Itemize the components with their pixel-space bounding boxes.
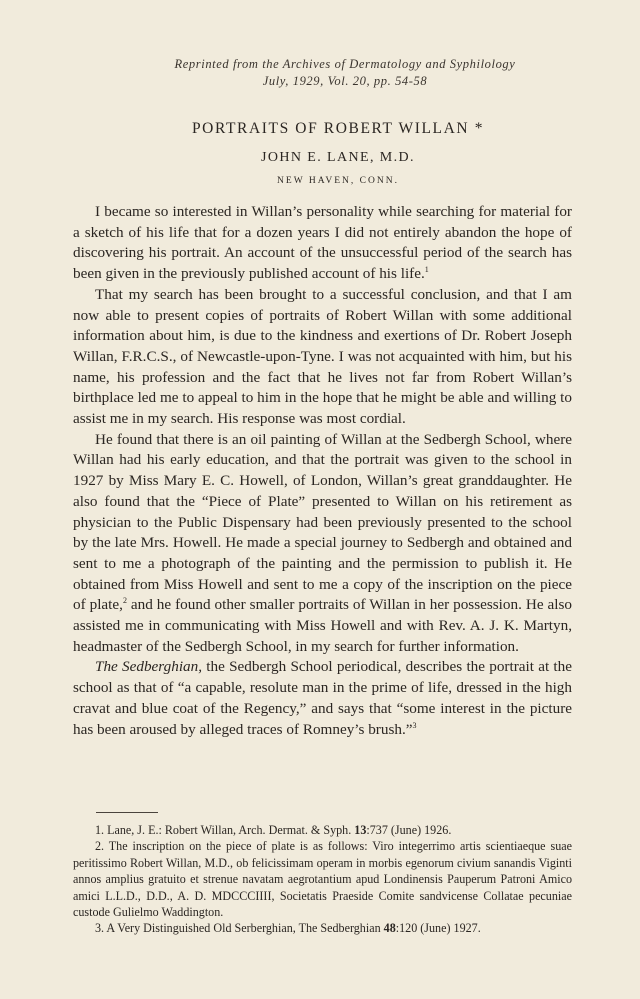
article-author: JOHN E. LANE, M.D. <box>261 150 415 165</box>
paragraph-2 <box>73 285 572 430</box>
footnotes <box>73 822 572 937</box>
footnote-2-text: 2. The inscription on the piece of plate is as follows: Viro integerrimo artis scientiaeque suae peritissimo Robert Willan, M.D., ob felicissimam operam in morbis egenorum civium sanandis Viginti annos amplius gratuito et strenue navatam aegrotantium apud Londinensis Pauperum Patroni Amico amici L.L.D., D.D., A. D. MDCCCIIII, Societatis Praeside Comite sandvicense Collatae pecuniae custode Gulielmo Waddington. <box>73 839 572 920</box>
article-body <box>73 202 572 740</box>
footnote-3-text: 3. A Very Distinguished Old Serberghian, The Sedberghian <box>95 921 384 936</box>
footnote-1-pages: :737 (June) 1926. <box>366 823 452 837</box>
footnote-ref-2: 2 <box>122 596 127 606</box>
footnote-divider <box>96 812 158 813</box>
reprint-source-line: Reprinted from the Archives of Dermatology and Syphilology <box>174 57 516 71</box>
footnote-3-pages: :120 (June) 1927. <box>395 921 481 936</box>
footnote-ref-1: 1 <box>424 265 429 275</box>
paragraph-2-text: That my search has been brought to a successful conclusion, and that I am now able to present copies of portraits of Robert Willan with some additional information about him, is due to the kindness and exertions of Dr. Robert Joseph Willan, F.R.C.S., of Newcastle-upon-Tyne. I was not acquainted with him, but his name, his profession and the fact that he lives not far from Robert Willan’s birthplace led me to appeal to him in the hope that he might be able and willing to assist me in my search. His response was most cordial. <box>73 285 572 428</box>
paragraph-4-text: the Sedbergh School periodical, describes the portrait at the school as that of “a capable, resolute man in the prime of life, dressed in the high cravat and blue coat of the Regency,” and says that “some interest in the picture has been aroused by alleged traces of Romney’s brush.” <box>73 658 572 738</box>
article-title: PORTRAITS OF ROBERT WILLAN * <box>191 120 485 137</box>
paragraph-1-text: I became so interested in Willan’s personality while searching for material for a sketch of his life that for a dozen years I did not entirely abandon the hope of discovering his portrait. An account of the unsuccessful period of the search has been given in the previously published account of his life. <box>73 203 572 283</box>
paragraph-3-text-b: and he found other smaller portraits of Willan in her possession. He also assisted me in communicating with Miss Howell and with Rev. A. J. K. Martyn, headmaster of the Sedbergh School, in my search for further information. <box>73 596 572 655</box>
reprint-citation-line: July, 1929, Vol. 20, pp. 54-58 <box>262 74 428 88</box>
paragraph-3 <box>73 430 572 658</box>
paragraph-1 <box>73 202 572 285</box>
footnote-3-volume: 48 <box>383 921 396 936</box>
author-location: NEW HAVEN, CONN. <box>277 176 399 186</box>
footnote-2 <box>73 838 572 920</box>
footnote-ref-3: 3 <box>412 720 417 730</box>
footnote-1-text: 1. Lane, J. E.: Robert Willan, Arch. Dermat. & Syph. <box>95 823 355 837</box>
paragraph-3-text-a: He found that there is an oil painting of Willan at the Sedbergh School, where Willan had his early education, and that the portrait was given to the school in 1927 by Miss Mary E. C. Howell, of London, Willan’s great granddaughter. He also found that the “Piece of Plate” presented to Willan on his retirement as physician to the Public Dispensary had been previously presented to the school by the late Mrs. Howell. He made a special journey to Sedbergh and obtained and sent to me a photograph of the painting and the permission to publish it. He obtained from Miss Howell and sent to me a copy of the inscription on the piece of plate, <box>73 430 572 614</box>
footnote-1-volume: 13 <box>354 823 367 837</box>
paragraph-4 <box>73 657 572 740</box>
reprint-notice <box>0 56 640 90</box>
periodical-title: The Sedberghian, <box>95 658 203 676</box>
footnote-1 <box>73 822 572 838</box>
footnote-3 <box>73 920 572 936</box>
